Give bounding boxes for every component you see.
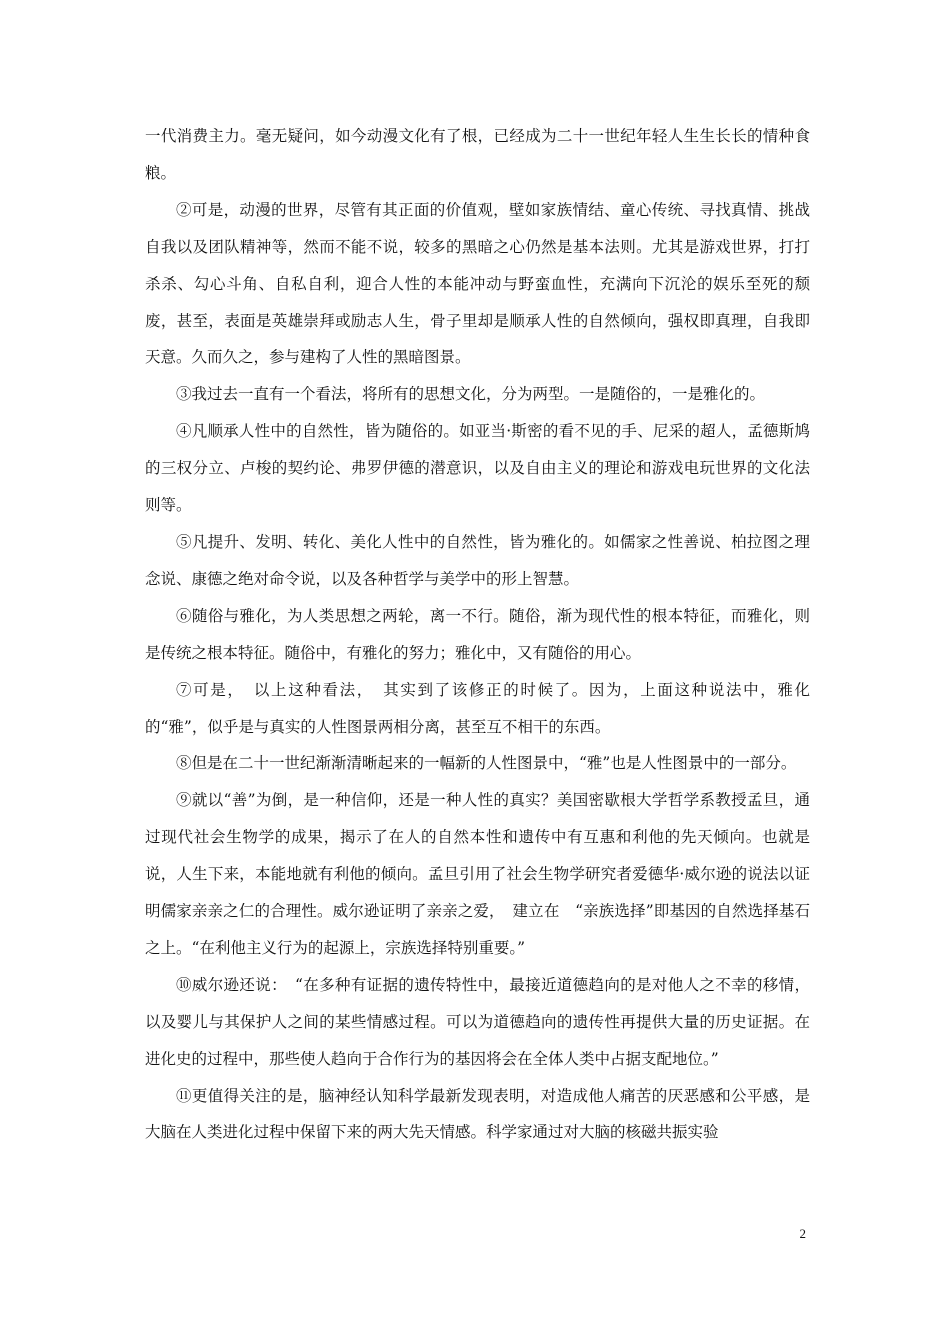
paragraph-1: 一代消费主力。毫无疑问，如今动漫文化有了根，已经成为二十一世纪年轻人生生长长的情种食粮。	[145, 127, 810, 182]
paragraph-9: ⑨就以“善”为倒，是一种信仰，还是一种人性的真实？美国密歇根大学哲学系教授孟旦，通过现代社会生物学的成果，揭示了在人的自然本性和遗传中有互惠和利他的先天倾向。也就是说，人生下来，本能地就有利他的倾向。孟旦引用了社会生物学研究者爱德华·威尔逊的说法以证明儒家亲亲之仁的合理性。威尔逊证明了亲亲之爱， 建立在 “亲族选择”即基因的自然选择基石之上。“在利他主义行为的起源上，宗族选择特别重要。”	[145, 791, 810, 957]
paragraph-6: ⑥随俗与雅化，为人类思想之两轮，离一不行。随俗，渐为现代性的根本特征，而雅化，则是传统之根本特征。随俗中，有雅化的努力；雅化中，又有随俗的用心。	[145, 606, 810, 662]
paragraph-7: ⑦可是， 以上这种看法， 其实到了该修正的时候了。因为，上面这种说法中，雅化的“雅”，似乎是与真实的人性图景两相分离，甚至互不相干的东西。	[145, 680, 810, 736]
paragraph-8: ⑧但是在二十一世纪渐渐清晰起来的一幅新的人性图景中，“雅”也是人性图景中的一部分。	[176, 754, 797, 773]
paragraph-2: ②可是，动漫的世界，尽管有其正面的价值观，壁如家族情结、童心传统、寻找真情、挑战自我以及团队精神等，然而不能不说，较多的黑暗之心仍然是基本法则。尤其是游戏世界，打打杀杀、勾心斗角、自私自利，迎合人性的本能冲动与野蛮血性，充满向下沉沦的娱乐至死的颓废，甚至，表面是英雄崇拜或励志人生，骨子里却是顺承人性的自然倾向，强权即真理，自我即天意。久而久之，参与建构了人性的黑暗图景。	[145, 200, 810, 367]
paragraph-5: ⑤凡提升、发明、转化、美化人性中的自然性，皆为雅化的。如儒家之性善说、柏拉图之理念说、康德之绝对命令说，以及各种哲学与美学中的形上智慧。	[145, 532, 810, 588]
paragraph-3: ③我过去一直有一个看法，将所有的思想文化，分为两型。一是随俗的，一是雅化的。	[176, 385, 766, 404]
body-text	[145, 118, 810, 1151]
paragraph-10: ⑩威尔逊还说： “在多种有证据的遗传特性中，最接近道德趋向的是对他人之不幸的移情，以及婴儿与其保护人之间的某些情感过程。可以为道德趋向的遗传性再提供大量的历史证据。在进化史的过程中，那些使人趋向于合作行为的基因将会在全体人类中占据支配地位。”	[145, 975, 810, 1068]
paragraph-11: ⑪更值得关注的是，脑神经认知科学最新发现表明，对造成他人痛苦的厌恶感和公平感，是大脑在人类进化过程中保留下来的两大先天情感。科学家通过对大脑的核磁共振实验	[145, 1086, 810, 1142]
paragraph-4: ④凡顺承人性中的自然性，皆为随俗的。如亚当·斯密的看不见的手、尼采的超人，孟德斯鸠的三权分立、卢梭的契约论、弗罗伊德的潜意识，以及自由主义的理论和游戏电玩世界的文化法则等。	[145, 422, 810, 515]
page-number: 2	[799, 1226, 806, 1241]
